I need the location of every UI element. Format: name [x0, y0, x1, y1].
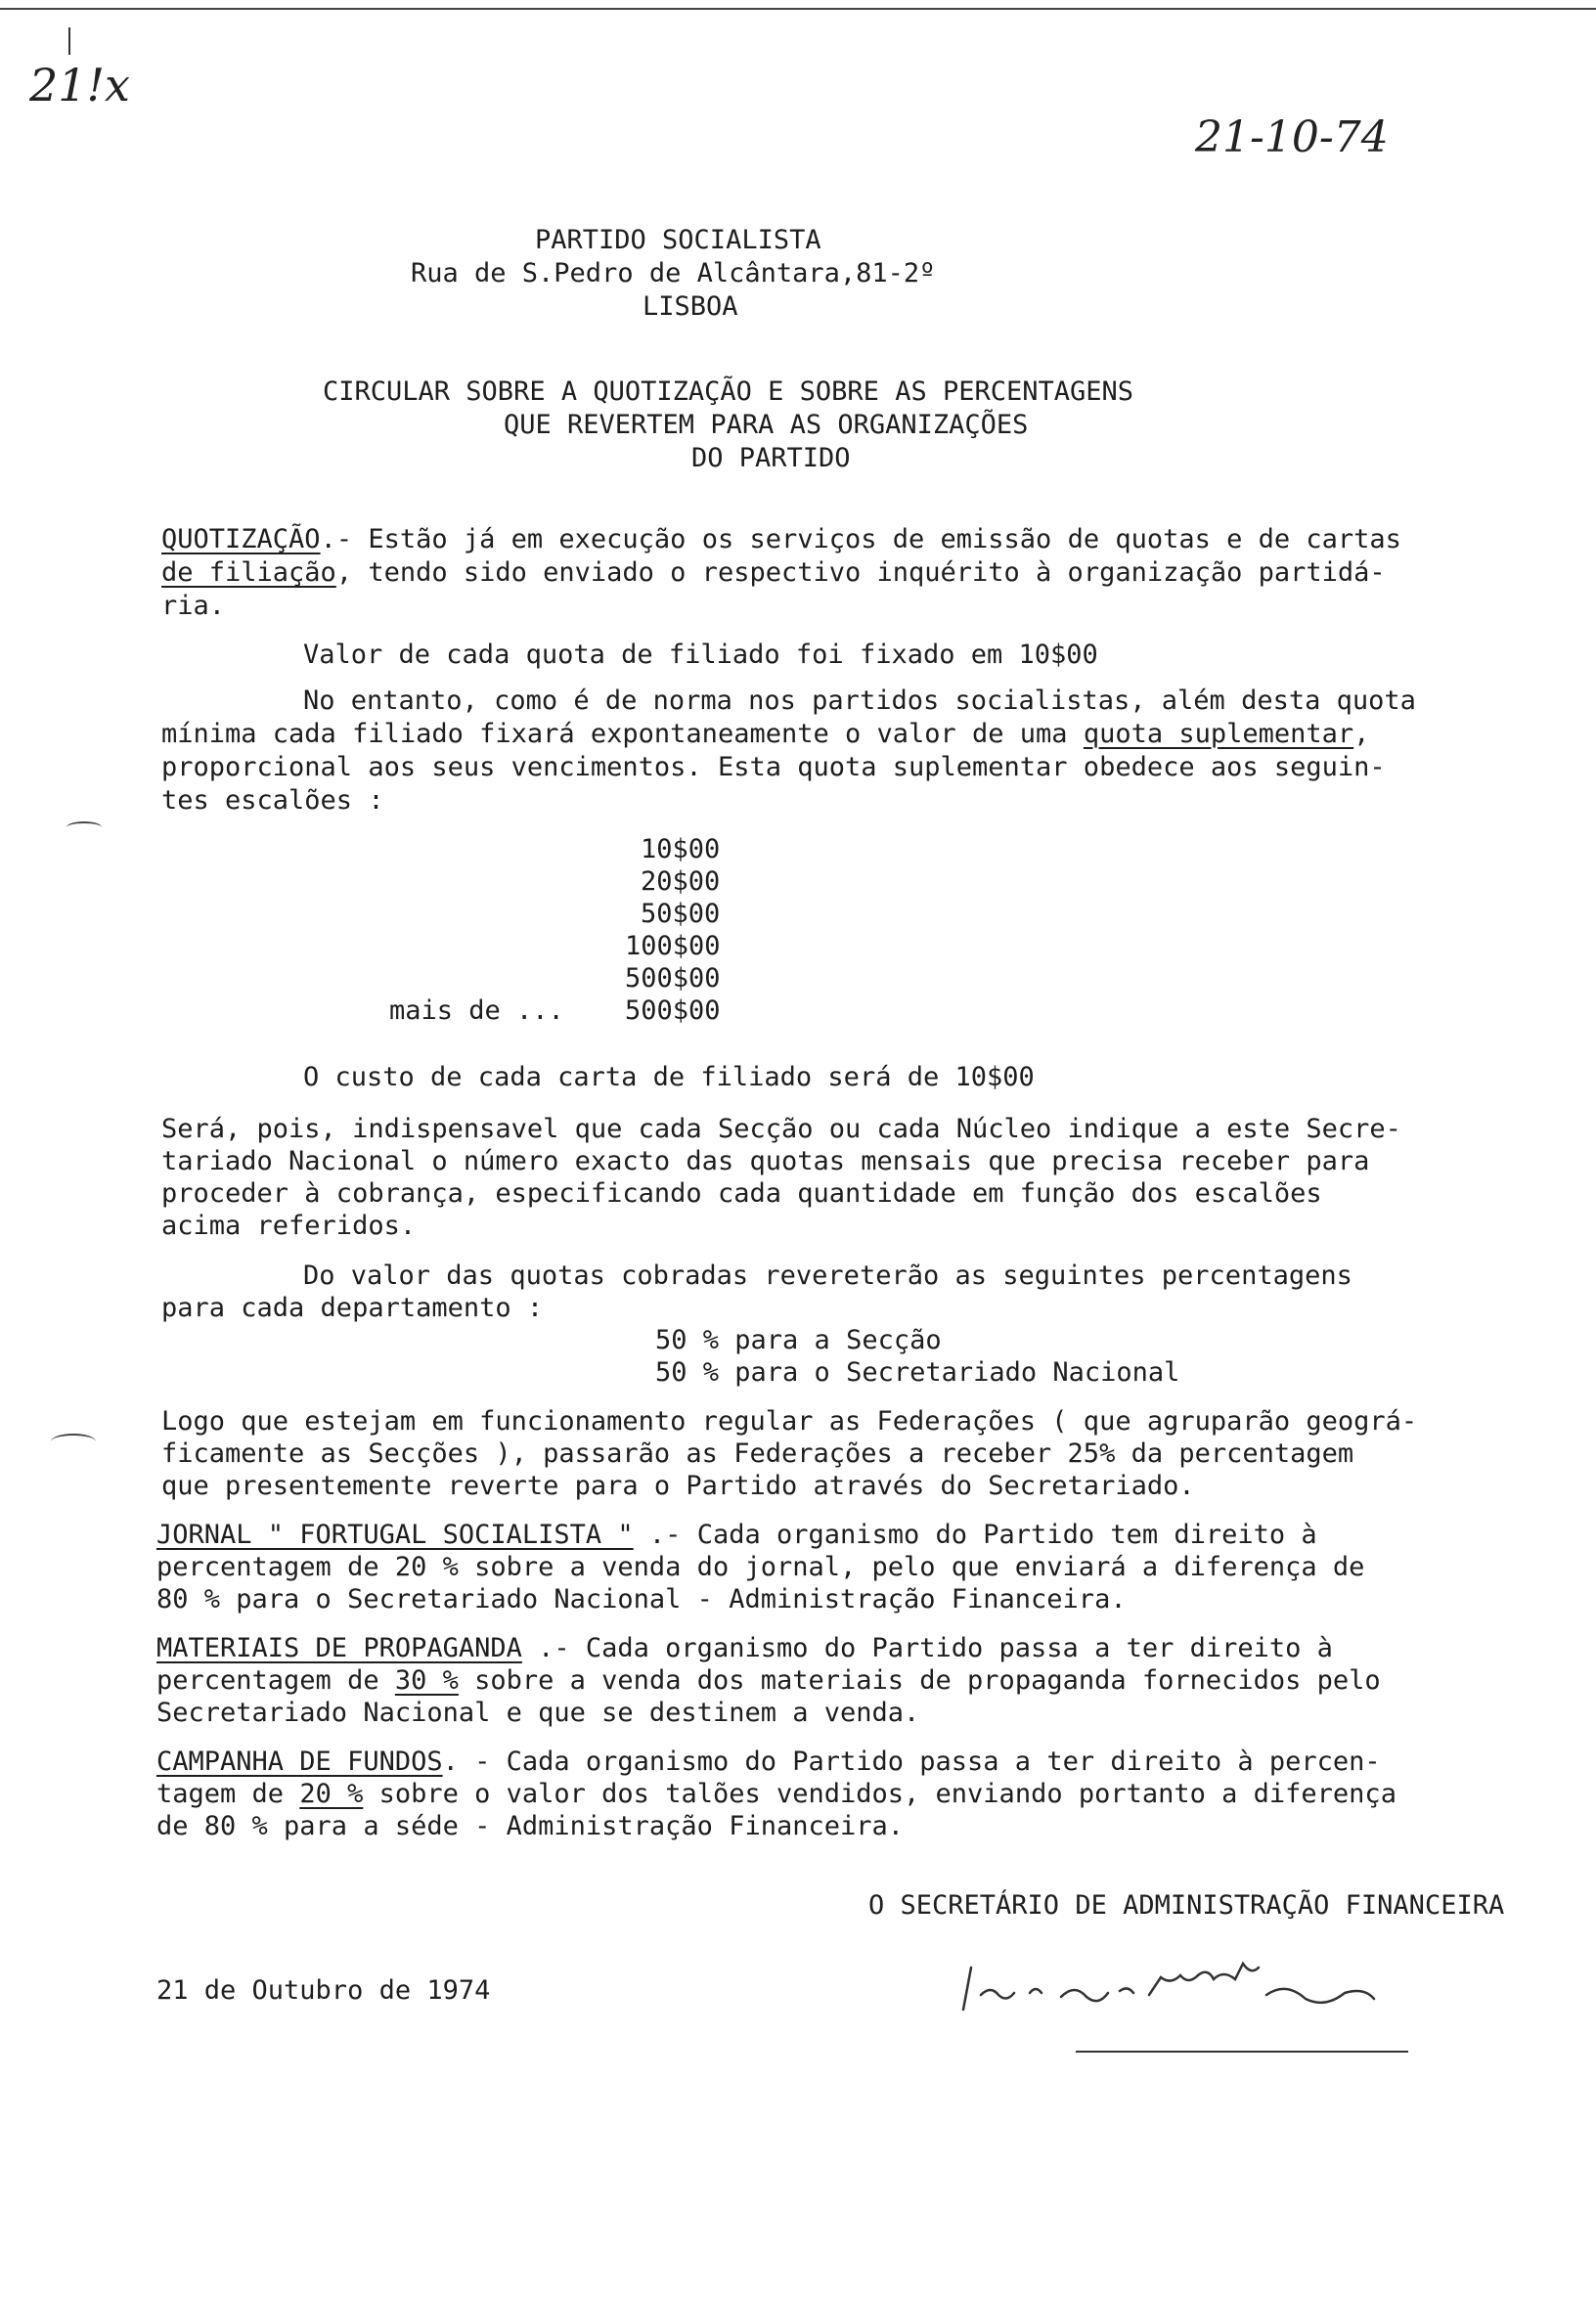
materiais-line2: percentagem de 30 % sobre a venda dos materiais de propaganda fornecidos pelo	[156, 1665, 1381, 1696]
quotizacao-paragraph-line2: de filiação, tendo sido enviado o respectivo inquérito à organização partidá-	[161, 557, 1386, 588]
circular-title-line1: CIRCULAR SOBRE A QUOTIZAÇÃO E SOBRE AS PERCENTAGENS	[323, 376, 1134, 407]
federacoes-line3: que presentemente reverte para o Partido através do Secretariado.	[161, 1471, 1195, 1501]
org-name: PARTIDO SOCIALISTA	[535, 225, 821, 255]
materiais-line1: MATERIAIS DE PROPAGANDA .- Cada organismo do Partido passa a ter direito à	[156, 1633, 1333, 1663]
escalao-last-value: 500$00	[625, 995, 721, 1026]
jornal-heading: JORNAL " FORTUGAL SOCIALISTA "	[156, 1520, 634, 1550]
org-address: Rua de S.Pedro de Alcântara,81-2º	[411, 258, 936, 288]
escalao-item: 50$00	[641, 899, 721, 929]
escalao-item: 500$00	[625, 963, 721, 994]
escalao-item: 100$00	[625, 931, 721, 961]
percentagens-line1: Do valor das quotas cobradas revereterão as seguintes percentagens	[303, 1261, 1352, 1291]
federacoes-line1: Logo que estejam em funcionamento regular as Federações ( que agruparão geográ-	[161, 1406, 1418, 1437]
quotizacao-paragraph-line1: QUOTIZAÇÃO.- Estão já em execução os serviços de emissão de quotas e de cartas	[161, 524, 1401, 554]
margin-arc-mark	[66, 821, 102, 833]
materiais-line3: Secretariado Nacional e que se destinem a venda.	[156, 1698, 920, 1728]
signature-underline	[1076, 2051, 1408, 2053]
carta-paragraph-line3: proceder à cobrança, especificando cada quantidade em função dos escalões	[161, 1178, 1322, 1209]
escalao-last-prefix: mais de ...	[389, 995, 564, 1026]
federacoes-line2: ficamente as Secções ), passarão as Federações a receber 25% da percentagem	[161, 1438, 1354, 1469]
jornal-line1: JORNAL " FORTUGAL SOCIALISTA " .- Cada organismo do Partido tem direito à	[156, 1520, 1317, 1550]
carta-paragraph-line2: tariado Nacional o número exacto das quotas mensais que precisa receber para	[161, 1146, 1370, 1176]
campanha-heading: CAMPANHA DE FUNDOS	[156, 1747, 443, 1777]
percentagens-line2: para cada departamento :	[161, 1293, 544, 1323]
quota-paragraph-line4: tes escalões :	[161, 785, 384, 816]
jornal-line2: percentagem de 20 % sobre a venda do jornal, pelo que enviará a diferença de	[156, 1552, 1365, 1582]
handwritten-reference: 21!x	[29, 59, 130, 111]
campanha-line1: CAMPANHA DE FUNDOS. - Cada organismo do Partido passa a ter direito à percen-	[156, 1747, 1381, 1777]
signatory-title: O SECRETÁRIO DE ADMINISTRAÇÃO FINANCEIRA	[868, 1890, 1505, 1921]
circular-title-line3: DO PARTIDO	[691, 443, 851, 473]
percentagem-item: 50 % para a Secção	[655, 1325, 942, 1355]
escalao-item: 20$00	[641, 866, 721, 897]
org-city: LISBOA	[643, 291, 738, 322]
quota-value-line: Valor de cada quota de filiado foi fixado em 10$00	[303, 640, 1098, 670]
campanha-line2: tagem de 20 % sobre o valor dos talões vendidos, enviando portanto a diferença	[156, 1779, 1396, 1809]
margin-arc-mark	[51, 1434, 96, 1449]
margin-tick-mark	[68, 27, 70, 55]
quotizacao-heading: QUOTIZAÇÃO	[161, 524, 321, 554]
quota-paragraph-line1: No entanto, como é de norma nos partidos socialistas, além desta quota	[303, 686, 1416, 716]
circular-title-line2: QUE REVERTEM PARA AS ORGANIZAÇÕES	[504, 410, 1029, 440]
materiais-heading: MATERIAIS DE PROPAGANDA	[156, 1633, 522, 1663]
signature-image	[953, 1956, 1462, 2024]
quotizacao-paragraph-line3: ria.	[161, 591, 226, 621]
handwritten-date: 21-10-74	[1195, 112, 1389, 162]
escalao-item: 10$00	[641, 834, 721, 864]
carta-paragraph-line4: acima referidos.	[161, 1211, 417, 1241]
percentagem-item: 50 % para o Secretariado Nacional	[655, 1357, 1180, 1388]
jornal-line3: 80 % para o Secretariado Nacional - Administração Financeira.	[156, 1584, 1127, 1614]
carta-cost-line: O custo de cada carta de filiado será de 10$00	[303, 1062, 1035, 1092]
campanha-line3: de 80 % para a séde - Administração Financeira.	[156, 1811, 905, 1841]
carta-paragraph-line1: Será, pois, indispensavel que cada Secção ou cada Núcleo indique a este Secre-	[161, 1114, 1401, 1144]
quota-paragraph-line3: proporcional aos seus vencimentos. Esta quota suplementar obedece aos seguin-	[161, 752, 1386, 782]
top-border-line	[0, 8, 1596, 10]
quota-paragraph-line2: mínima cada filiado fixará expontaneamente o valor de uma quota suplementar,	[161, 719, 1370, 749]
document-date: 21 de Outubro de 1974	[156, 1975, 491, 2006]
